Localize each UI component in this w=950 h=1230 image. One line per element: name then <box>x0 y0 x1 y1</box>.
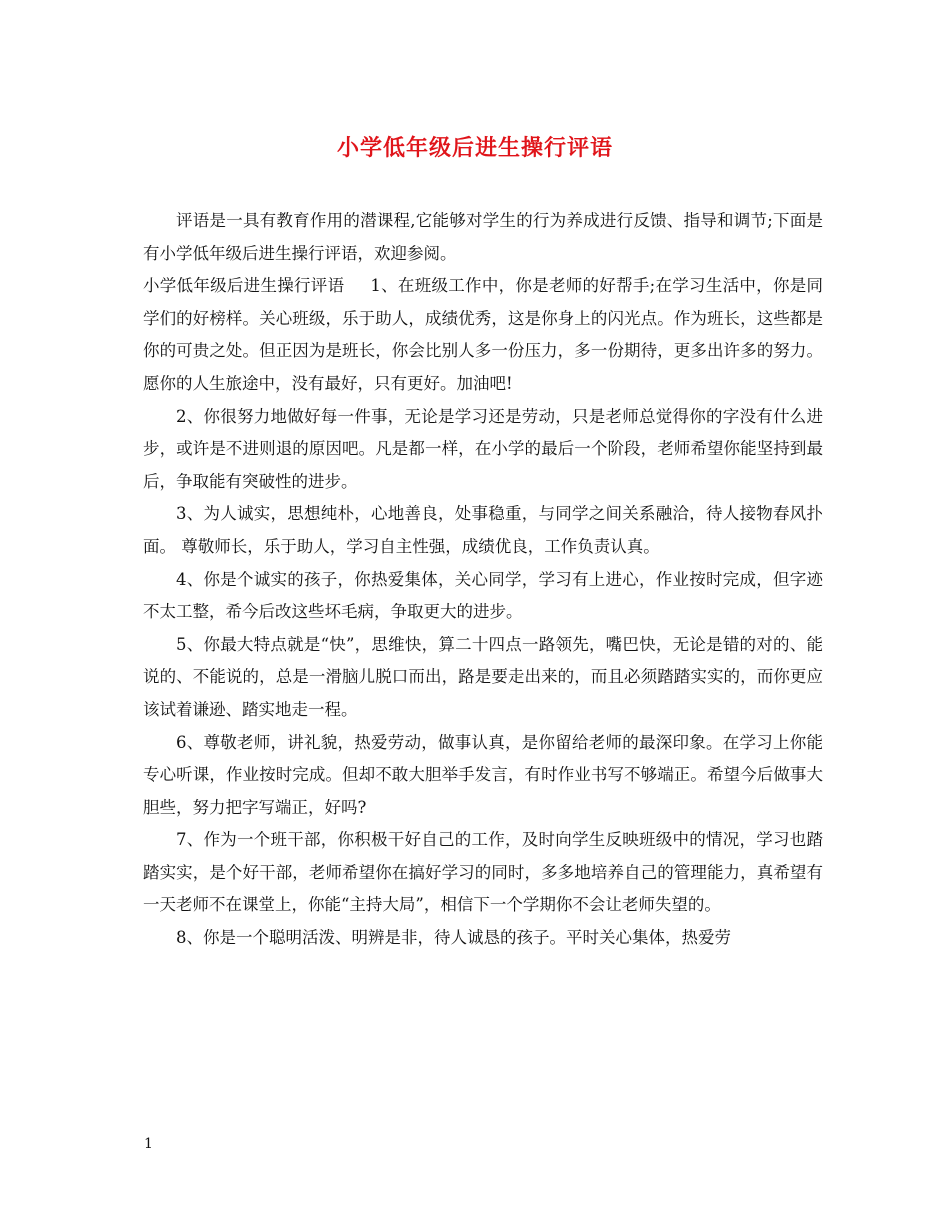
intro-paragraph: 评语是一具有教育作用的潜课程,它能够对学生的行为养成进行反馈、指导和调节;下面是有小学低年级后进生操行评语，欢迎参阅。 <box>143 211 823 263</box>
comment-8: 8、你是一个聪明活泼、明辨是非，待人诚恳的孩子。平时关心集体，热爱劳 <box>176 928 731 948</box>
comment-3: 3、为人诚实，思想纯朴，心地善良，处事稳重，与同学之间关系融洽，待人接物春风扑面。 尊敬师长，乐于助人，学习自主性强，成绩优良，工作负责认真。 <box>143 504 823 556</box>
comment-1: 1、在班级工作中，你是老师的好帮手;在学习生活中，你是同学们的好榜样。关心班级，乐于助人，成绩优秀，这是你身上的闪光点。作为班长，这些都是你的可贵之处。但正因为是班长，你会比别人多一份压力，多一份期待，更多出许多的努力。愿你的人生旅途中，没有最好，只有更好。加油吧! <box>143 276 824 393</box>
comment-5: 5、你最大特点就是“快”，思维快，算二十四点一路领先，嘴巴快，无论是错的对的、能说的、不能说的，总是一滑脑儿脱口而出，路是要走出来的，而且必须踏踏实实的，而你更应该试着谦逊、踏实地走一程。 <box>143 634 823 719</box>
document-body <box>143 205 823 955</box>
comment-4: 4、你是个诚实的孩子，你热爱集体，关心同学，学习有上进心，作业按时完成，但字迹不太工整，希今后改这些坏毛病，争取更大的进步。 <box>143 569 823 622</box>
page-number: 1 <box>144 1136 153 1152</box>
first-entry-paragraph <box>143 270 823 400</box>
section-label: 小学低年级后进生操行评语 <box>143 276 345 296</box>
comment-6: 6、尊敬老师，讲礼貌，热爱劳动，做事认真，是你留给老师的最深印象。在学习上你能专心听课，作业按时完成。但却不敢大胆举手发言，有时作业书写不够端正。希望今后做事大胆些，努力把字写端正，好吗? <box>143 732 823 817</box>
comment-2: 2、你很努力地做好每一件事，无论是学习还是劳动，只是老师总觉得你的字没有什么进步，或许是不进则退的原因吧。凡是都一样，在小学的最后一个阶段，老师希望你能坚持到最后，争取能有突破性的进步。 <box>143 406 823 491</box>
document-title: 小学低年级后进生操行评语 <box>336 135 613 161</box>
comment-7: 7、作为一个班干部，你积极干好自己的工作，及时向学生反映班级中的情况，学习也踏踏实实，是个好干部，老师希望你在搞好学习的同时，多多地培养自己的管理能力，真希望有一天老师不在课堂上，你能“主持大局”，相信下一个学期你不会让老师失望的。 <box>143 830 823 915</box>
